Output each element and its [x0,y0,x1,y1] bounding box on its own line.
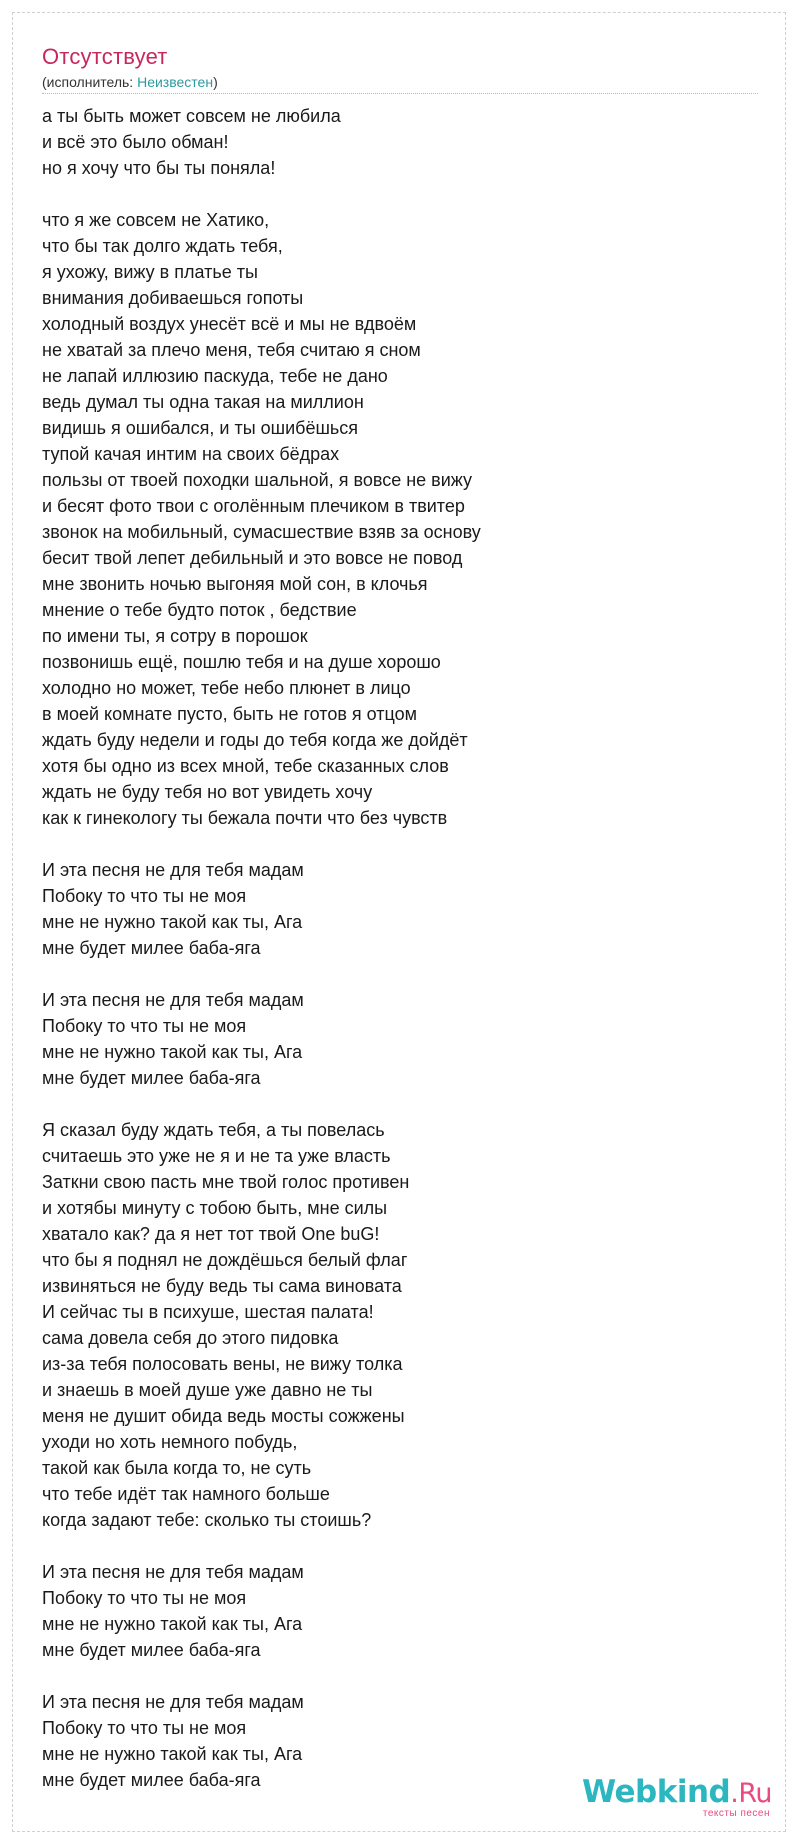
lyrics-stanza [42,857,758,961]
lyrics-line: меня не душит обида ведь мосты сожжены [42,1406,405,1426]
lyrics-line: из-за тебя полосовать вены, не вижу толка [42,1354,403,1374]
lyrics-line: мне не нужно такой как ты, Ага [42,912,303,932]
lyrics-line: И эта песня не для тебя мадам [42,1692,304,1712]
lyrics-stanza [42,1117,758,1533]
logo-wordmark [582,1776,772,1810]
lyrics-line: мне будет милее баба-яга [42,938,261,958]
lyrics-line: мне звонить ночью выгоняя мой сон, в клочья [42,574,428,594]
lyrics-line: холодно но может, тебе небо плюнет в лицо [42,678,411,698]
lyrics-line: мне будет милее баба-яга [42,1640,261,1660]
lyrics-line: я ухожу, вижу в платье ты [42,262,258,282]
lyrics-line: И сейчас ты в психуше, шестая палата! [42,1302,374,1322]
lyrics-line: позвонишь ещё, пошлю тебя и на душе хорошо [42,652,441,672]
lyrics-line: извиняться не буду ведь ты сама виновата [42,1276,402,1296]
lyrics-stanza [42,987,758,1091]
lyrics-line: и знаешь в моей душе уже давно не ты [42,1380,373,1400]
song-title: Отсутствует [42,44,168,69]
lyrics-line: мне будет милее баба-яга [42,1068,261,1088]
lyrics-line: что я же совсем не Хатико, [42,210,270,230]
lyrics-line: Заткни свою пасть мне твой голос противен [42,1172,410,1192]
lyrics-line: что бы я поднял не дождёшься белый флаг [42,1250,408,1270]
lyrics-line: считаешь это уже не я и не та уже власть [42,1146,391,1166]
lyrics-line: холодный воздух унесёт всё и мы не вдвоём [42,314,417,334]
lyrics-line: ведь думал ты одна такая на миллион [42,392,364,412]
logo-suffix: .Ru [730,1778,772,1809]
lyrics-line: пользы от твоей походки шальной, я вовсе не вижу [42,470,473,490]
lyrics-line: мне будет милее баба-яга [42,1770,261,1790]
lyrics-line: по имени ты, я сотру в порошок [42,626,308,646]
lyrics-line: Побоку то что ты не моя [42,886,247,906]
lyrics-line: И эта песня не для тебя мадам [42,990,304,1010]
lyrics-line: ждать буду недели и годы до тебя когда же дойдёт [42,730,468,750]
lyrics-line: бесит твой лепет дебильный и это вовсе не повод [42,548,463,568]
lyrics-line: ждать не буду тебя но вот увидеть хочу [42,782,373,802]
lyrics-line: хватало как? да я нет тот твой One buG! [42,1224,380,1244]
lyrics-line: мнение о тебе будто поток , бедствие [42,600,357,620]
logo-tagline: тексты песен [702,1808,770,1819]
lyrics-line: когда задают тебе: сколько ты стоишь? [42,1510,372,1530]
lyrics-stanza [42,207,758,831]
lyrics-line: звонок на мобильный, сумасшествие взяв за основу [42,522,481,542]
artist-suffix: ) [213,74,218,90]
lyrics-line: мне не нужно такой как ты, Ага [42,1042,303,1062]
lyrics-body [42,103,758,1819]
lyrics-line: как к гинекологу ты бежала почти что без чувств [42,808,448,828]
lyrics-line: уходи но хоть немного побудь, [42,1432,298,1452]
lyrics-line: в моей комнате пусто, быть не готов я отцом [42,704,418,724]
lyrics-line: сама довела себя до этого пидовка [42,1328,339,1348]
lyrics-line: видишь я ошибался, и ты ошибёшься [42,418,359,438]
artist-link[interactable]: Неизвестен [137,74,214,90]
lyrics-line: Побоку то что ты не моя [42,1718,247,1738]
lyrics-line: внимания добиваешься гопоты [42,288,304,308]
lyrics-line: И эта песня не для тебя мадам [42,860,304,880]
lyrics-line: Я сказал буду ждать тебя, а ты повелась [42,1120,385,1140]
artist-line [42,74,218,90]
lyrics-line: Побоку то что ты не моя [42,1016,247,1036]
lyrics-line: хотя бы одно из всех мной, тебе сказанных слов [42,756,449,776]
lyrics-line: Побоку то что ты не моя [42,1588,247,1608]
site-logo[interactable] [582,1776,772,1819]
lyrics-line: мне не нужно такой как ты, Ага [42,1744,303,1764]
logo-name: Webkind [581,1774,731,1810]
header-divider [42,93,758,94]
lyrics-line: не лапай иллюзию паскуда, тебе не дано [42,366,388,386]
lyrics-line: что бы так долго ждать тебя, [42,236,283,256]
lyrics-stanza [42,103,758,181]
lyrics-line: но я хочу что бы ты поняла! [42,158,276,178]
lyrics-line: И эта песня не для тебя мадам [42,1562,304,1582]
artist-prefix: (исполнитель: [42,74,138,90]
lyrics-stanza [42,1559,758,1663]
lyrics-line: такой как была когда то, не суть [42,1458,312,1478]
lyrics-line: мне не нужно такой как ты, Ага [42,1614,303,1634]
lyrics-line: тупой качая интим на своих бёдрах [42,444,340,464]
lyrics-line: что тебе идёт так намного больше [42,1484,330,1504]
lyrics-line: и хотябы минуту с тобою быть, мне силы [42,1198,388,1218]
lyrics-line: и всё это было обман! [42,132,229,152]
lyrics-line: не хватай за плечо меня, тебя считаю я сном [42,340,421,360]
lyrics-line: и бесят фото твои с оголённым плечиком в твитер [42,496,465,516]
lyrics-line: а ты быть может совсем не любила [42,106,341,126]
